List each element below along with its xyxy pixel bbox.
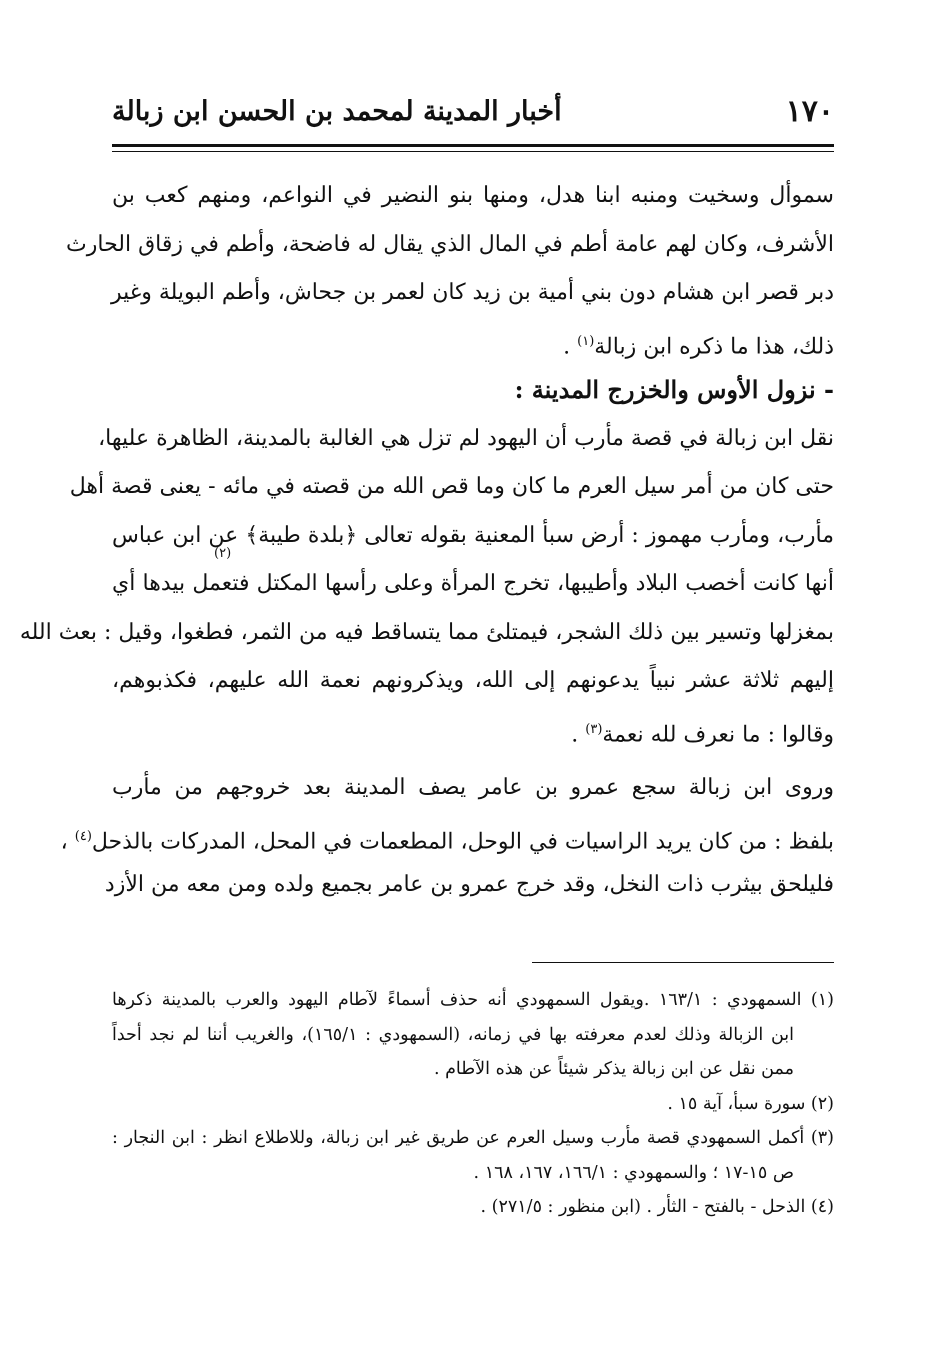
- paragraph-gap: [112, 754, 834, 764]
- footnote-ref: (٤): [74, 828, 92, 844]
- punctuation: .: [571, 721, 579, 747]
- main-text: [19, 172, 834, 910]
- footnote-ref-2: (٢): [214, 546, 232, 561]
- text-line: نقل ابن زبالة في قصة مأرب أن اليهود لم تزل هي الغالبة بالمدينة، الظاهرة عليها،: [98, 425, 834, 451]
- text-line: بمغزلها وتسير بين ذلك الشجر، فيمتلئ مما يتساقط فيه من الثمر، فطغوا، وقيل : بعث الله: [19, 619, 834, 645]
- running-header: [112, 92, 834, 134]
- footnote-separator: [532, 962, 834, 963]
- text-line: حتى كان من أمر سيل العرم ما كان وما قص الله من قصته في مائه - يعنى قصة أهل: [69, 474, 834, 499]
- text-line-content: مأرب، ومأرب مهموز : أرض سبأ المعنية بقوله تعالى ﴿بلدة طيبة﴾ عن ابن عباس: [112, 522, 834, 548]
- page-number: ١٧٠: [785, 94, 834, 129]
- header-rule-thin: [112, 151, 834, 152]
- footnote-line: (٤) الذحل - بالفتح - الثأر . (ابن منظور : ٢٧١/٥) .: [480, 1197, 834, 1217]
- punctuation: .: [563, 333, 571, 359]
- footnote-ref: (٣): [585, 721, 603, 737]
- text-line: فليلحق بيثرب ذات النخل، وقد خرج عمرو بن عامر بجميع ولده ومن معه من الأزد: [104, 872, 834, 897]
- text-line: الأشرف، وكان لهم عامة أطم في المال الذي يقال له فاضحة، وأطم في زقاق الحارث: [66, 231, 834, 257]
- book-title: أخبار المدينة لمحمد بن الحسن ابن زبالة: [112, 96, 562, 127]
- punctuation: ،: [60, 828, 68, 854]
- text-line: أنها كانت أخصب البلاد وأطيبها، تخرج المرأة وعلى رأسها المكتل فتعمل بيدها أي: [112, 571, 834, 596]
- text-line: دبر قصر ابن هشام دون بني أمية بن زيد كان لعمر بن جحاش، وأطم البويلة وغير: [110, 280, 834, 305]
- header-rule-thick: [112, 144, 834, 147]
- footnote-line: (٣) أكمل السمهودي قصة مأرب وسيل العرم عن طريق غير ابن زبالة، وللاطلاع انظر : ابن النجار :: [112, 1128, 834, 1148]
- text-line: إليهم ثلاثة عشر نبياً يدعونهم إلى الله، ويذكرونهم نعمة الله عليهم، فكذبوهم،: [112, 668, 834, 693]
- footnote-line: ممن نقل عن ابن زبالة يذكر شيئاً عن هذه الآطام .: [433, 1059, 794, 1079]
- text-line: [112, 318, 834, 367]
- footnote-line: (١) السمهودي : ١٦٣/١ .ويقول السمهودي أنه حذف أسماءً لآطام اليهود والعرب بالمدينة ذكرها: [112, 990, 834, 1010]
- footnote-line: ص ١٥-١٧ ؛ والسمهودي : ١٦٦/١، ١٦٧، ١٦٨ .: [473, 1162, 794, 1183]
- text-line: سموأل وسخيت ومنبه ابنا هدل، ومنها بنو النضير في النواعم، ومنهم كعب بن: [112, 183, 834, 208]
- footnote-line: (٢) سورة سبأ، آية ١٥ .: [667, 1093, 834, 1114]
- text-line: [60, 813, 834, 862]
- footnote-line: ابن الزبالة وذلك لعدم معرفته بها في زمانه، (السمهودي : ١٦٥/١)، والغريب أننا لم نجد أحداً: [112, 1024, 794, 1045]
- text-line-content: وقالوا : ما نعرف لله نعمة: [602, 721, 834, 747]
- text-line: وروى ابن زبالة سجع عمرو بن عامر يصف المدينة بعد خروجهم من مأرب: [112, 775, 834, 800]
- section-heading: - نزول الأوس والخزرج المدينة :: [514, 375, 834, 404]
- text-line-content: بلفظ : من كان يريد الراسيات في الوحل، المطعمات في المحل، المدركات بالذحل: [91, 828, 834, 854]
- text-line: [112, 706, 834, 755]
- footnotes: [112, 983, 834, 1225]
- text-line-content: ذلك، هذا ما ذكره ابن زبالة: [594, 333, 834, 359]
- footnote-ref: (١): [577, 333, 595, 349]
